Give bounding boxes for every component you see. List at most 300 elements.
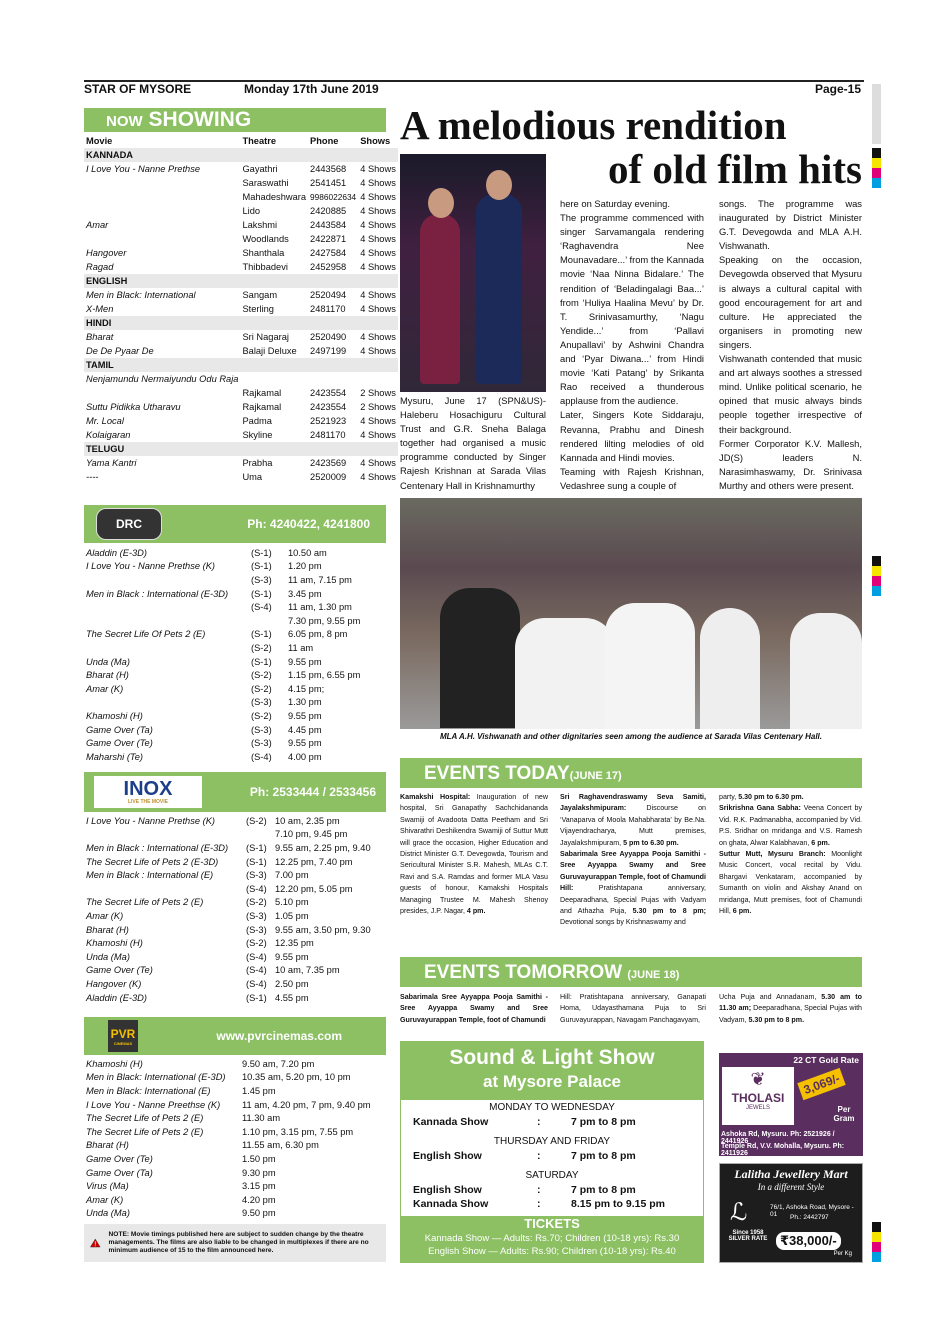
pvr-bar — [84, 1017, 386, 1055]
tholasi-emblem-icon: ❦ — [750, 1069, 766, 1089]
inox-logo-text: INOX — [123, 778, 173, 800]
cell-shows: 2 Shows — [360, 402, 396, 412]
cell-times: 4.20 pm — [242, 1194, 276, 1205]
cell-times: 11 am — [288, 642, 314, 653]
paper-name: STAR OF MYSORE — [84, 82, 192, 96]
cell-movie: Game Over (Te) — [86, 738, 153, 749]
article-col3: songs. The programme was inaugurated by District Minister G.T. Devegowda and MLA A.H. Vishwanath. Speaking on the occasion, Devegowda observed that Mysuru is always a cultural capital with good encouragement for art and culture. He appreciated the organisers in promoting new singers. Vishwanath contended that music and art always soothes a stressed mind. Unlike political scenario, he opined that music always binds people together irrespective of their background. Former Corporator K.V. Mallesh, JD(S) leaders N. Narasimhaswamy, Dr. Srinivasa Murthy and others were present. — [719, 198, 862, 491]
events-today-col3: party, 5.30 pm to 6.30 pm. Srikrishna Gana Sabha: Veena Concert by Vid. R.K. Padmanabha, accompanied by Vid. P.S. Sridhar on mridanga and V.S. Ramesh on ghata, Alwar Kalabhavan, 6 pm. Suttur Mutt, Mysuru Branch: Moonlight Music Concert, vocal recital by Vidu. Bhargavi Venkataram, accompanied by Sumanth on violin and Akshay Anand on mridanga, Mutt premises, foot of Chamundi Hill, 6 pm. — [719, 793, 862, 916]
inox-section — [84, 772, 386, 1004]
lalitha-logo-icon: ℒ — [730, 1200, 748, 1226]
pvr-sub: CINEMAS — [113, 1040, 133, 1046]
cell-movie: Kolaigaran — [86, 430, 131, 440]
cell-times: 9.55 am, 2.25 pm, 9.40 — [275, 842, 371, 853]
pvr-logo — [108, 1020, 138, 1052]
table-row — [84, 573, 386, 587]
cell-theatre: Woodlands — [242, 234, 289, 244]
table-row — [84, 950, 386, 964]
cell-phone: 2452958 — [310, 262, 347, 272]
cell-screen: (S-2) — [251, 670, 272, 681]
lalitha-brand: Lalitha Jewellery Mart — [734, 1167, 848, 1181]
inox-tagline: LIVE THE MOVIE — [127, 799, 168, 805]
article-col1: Mysuru, June 17 (SPN&US)- Haleberu Hosachiguru Cultural Trust and G.R. Sneha Balaga together had organised a music programme conducted by Singer Rajesh Krishnan at Sarada Vilas Centenary Hall in Krishnamurthy — [400, 395, 546, 491]
cell-screen: (S-2) — [246, 897, 267, 908]
table-row — [84, 246, 398, 260]
sound-light-subtitle: at Mysore Palace — [483, 1072, 621, 1091]
cell-screen: (S-1) — [251, 656, 272, 667]
table-row — [84, 400, 398, 414]
schedule-row — [401, 1115, 703, 1129]
cell-phone: 2422871 — [310, 234, 347, 244]
category-label: ENGLISH — [84, 274, 398, 288]
page-number: Page-15 — [815, 82, 862, 96]
cell-movie: I Love You - Nanne Prethse — [86, 164, 201, 174]
schedule-row — [401, 1149, 703, 1163]
cell-movie: Game Over (Ta) — [86, 724, 153, 735]
table-row — [84, 414, 398, 428]
pvr-section — [84, 1017, 386, 1220]
events-today-bar — [400, 758, 862, 788]
separator: : — [537, 1184, 541, 1196]
cell-screen: (S-1) — [251, 561, 272, 572]
cell-phone: 2423569 — [310, 458, 347, 468]
table-row — [84, 190, 398, 204]
cell-times: 11.30 am — [242, 1113, 281, 1124]
cell-times: 1.20 pm — [288, 561, 322, 572]
cell-phone: 9986022634 — [310, 192, 357, 202]
cell-times: 4.00 pm — [288, 751, 322, 762]
cell-movie: Men in Black: International (E) — [86, 1085, 211, 1096]
timings-note — [84, 1224, 386, 1262]
cell-shows — [358, 372, 398, 386]
table-row — [84, 882, 386, 896]
cell-screen: (S-1) — [246, 856, 267, 867]
cell-movie — [84, 696, 249, 710]
cell-times: 11 am, 7.15 pm — [288, 574, 352, 585]
cell-movie: I Love You - Nanne Prethse (K) — [86, 815, 216, 826]
events-today-date: (JUNE 17) — [569, 770, 622, 782]
cell-times: 1.50 pm — [242, 1153, 276, 1164]
table-row — [84, 628, 386, 642]
category-row — [84, 274, 398, 288]
cell-screen: (S-2) — [246, 815, 267, 826]
cell-movie: De De Pyaar De — [86, 346, 154, 356]
lalitha-silver-label: SILVER RATE — [728, 1236, 768, 1242]
cell-screen: (S-1) — [246, 842, 267, 853]
cell-times: 4.55 pm — [275, 992, 309, 1003]
table-row — [84, 218, 398, 232]
table-row — [84, 1152, 386, 1166]
cell-screen: (S-3) — [246, 924, 267, 935]
cell-theatre: Rajkamal — [242, 402, 282, 412]
cell-movie: Nenjamundu Nermaiyundu Odu Raja — [86, 374, 239, 384]
cell-shows: 4 Shows — [360, 248, 396, 258]
cell-theatre: Uma — [242, 472, 263, 482]
cell-phone: 2541451 — [310, 178, 347, 188]
cell-shows: 4 Shows — [360, 206, 396, 216]
now-showing-section — [84, 108, 396, 484]
cell-theatre: Thibbadevi — [242, 262, 288, 272]
cell-movie — [84, 614, 249, 628]
cell-times: 1.30 pm — [288, 697, 322, 708]
cell-times: 11 am, 4.20 pm, 7 pm, 9.40 pm — [242, 1099, 371, 1110]
table-row — [84, 162, 398, 176]
cell-shows: 4 Shows — [360, 178, 396, 188]
cell-movie — [84, 828, 244, 842]
tickets-block — [401, 1216, 703, 1262]
cell-times: 10 am, 7.35 pm — [275, 965, 340, 976]
lalitha-tag: In a different Style — [757, 1182, 825, 1192]
cell-times: 2.50 pm — [275, 978, 309, 989]
cell-times: 9.55 pm — [288, 738, 322, 749]
cell-phone: 2520009 — [310, 472, 347, 482]
cell-times: 1.10 pm, 3.15 pm, 7.55 pm — [242, 1126, 354, 1137]
cell-movie: Game Over (Te) — [86, 1153, 153, 1164]
cell-movie: Men in Black : International (E-3D) — [86, 588, 229, 599]
cell-theatre: Sterling — [242, 304, 274, 314]
table-row — [84, 1098, 386, 1112]
show-name: English Show — [413, 1184, 482, 1196]
drc-section — [84, 505, 386, 764]
cell-screen: (S-3) — [251, 574, 272, 585]
cell-movie: Ragad — [86, 262, 114, 272]
inox-bar — [84, 772, 386, 812]
table-row — [84, 868, 386, 882]
category-label: TELUGU — [84, 442, 398, 456]
cell-screen: (S-2) — [251, 683, 272, 694]
cell-phone: 2423554 — [310, 388, 347, 398]
events-today-col1: Kamakshi Hospital: Inauguration of new hospital, Sri Ganapathy Sachchidananda Swamiji of Avadoota Datta Peetham and Sri Shivarathri Deshikendra Swamiji of Suttur Mutt will grace the occasion, Higher Education and District Minister G.T. Devegowda, Tourism and Sericultural Minister S.R. Mahesh, MLAs C.T. Ravi and S.A. Ramdas and former MLA Vasu guests of honour, Kamakshi Hospitals Managing Trustee M. Mahesh Shenoy presides, J.P. Nagar, 4 pm. — [400, 793, 548, 916]
cell-phone: 2497199 — [310, 346, 347, 356]
lalitha-addr: 76/1, Ashoka Road, Mysore - 01 — [770, 1204, 854, 1218]
article-col2: here on Saturday evening. The programme commenced with singer Sarvamangala rendering ‘Raghavendra Nee Mounavadare...’ from the Kannada movie ‘Naa Ninna Bidalare.’ The rendition of ‘Beladingalagi Baa...’ from ‘Huliya Haalina Mevu’ by Dr. T. Srinivasamurthy, ‘Nagu Yendide...’ from ‘Pallavi Anupallavi’ by Ashwini Chandra and ‘Pyar Diwana...’ from Hindi movie ‘Kati Patang’ by Srikanta Rao received a thunderous applause from the audience. Later, Singers Kote Siddaraju, Revanna, Prabhu and Dinesh rendered lilting melodies of old Kannada and Hindi movies. Teaming with Rajesh Krishnan, Vedashree sung a couple of — [560, 198, 705, 491]
cell-screen: (S-3) — [251, 738, 272, 749]
cell-times: 9.30 pm — [242, 1167, 276, 1178]
table-row — [84, 977, 386, 991]
tholasi-ad — [719, 1053, 863, 1156]
table-row — [84, 855, 386, 869]
show-time: 7 pm to 8 pm — [571, 1150, 636, 1162]
cell-times: 9.55 am, 3.50 pm, 9.30 — [275, 924, 371, 935]
table-row — [84, 232, 398, 246]
cell-movie — [84, 204, 240, 218]
cell-times: 3.45 pm — [288, 588, 322, 599]
table-row — [84, 964, 386, 978]
inox-logo — [94, 776, 202, 808]
cell-movie: Aladdin (E-3D) — [86, 547, 147, 558]
cell-shows: 4 Shows — [360, 430, 396, 440]
cell-movie — [84, 573, 249, 587]
cell-times: 1.45 pm — [242, 1085, 276, 1096]
cell-theatre: Lido — [242, 206, 261, 216]
cell-movie: Bharat (H) — [86, 1140, 129, 1151]
cell-movie: Bharat (H) — [86, 924, 129, 935]
headline-line1: A melodious rendition — [400, 102, 787, 148]
table-row — [84, 736, 386, 750]
cell-screen: (S-4) — [246, 951, 267, 962]
cell-screen: (S-3) — [246, 870, 267, 881]
cell-movie: The Secret Life of Pets 2 (E) — [86, 1113, 204, 1124]
cell-movie: Unda (Ma) — [86, 656, 130, 667]
sound-light-header — [401, 1042, 703, 1100]
col-shows: Shows — [360, 136, 391, 146]
cell-movie: Men in Black : International (E-3D) — [86, 842, 229, 853]
cell-screen: (S-1) — [251, 629, 272, 640]
category-row — [84, 442, 398, 456]
now-showing-table — [84, 134, 398, 484]
cell-movie: Virus (Ma) — [86, 1181, 129, 1192]
cell-movie: Game Over (Ta) — [86, 1167, 153, 1178]
table-row — [84, 344, 398, 358]
separator: : — [537, 1198, 541, 1210]
show-name: English Show — [413, 1150, 482, 1162]
table-row — [84, 668, 386, 682]
table-row — [84, 470, 398, 484]
inox-table — [84, 814, 386, 1004]
drc-phone: Ph: 4240422, 4241800 — [247, 517, 370, 531]
table-row — [84, 288, 398, 302]
cell-movie: The Secret Life of Pets 2 (E) — [86, 1126, 204, 1137]
category-row — [84, 358, 398, 372]
cell-times: 12.25 pm, 7.40 pm — [275, 856, 353, 867]
table-row — [84, 682, 386, 696]
cell-movie: Yama Kantri — [86, 458, 137, 468]
cell-shows: 4 Shows — [360, 346, 396, 356]
color-marks — [872, 1222, 881, 1262]
table-row — [84, 828, 386, 842]
schedule-row — [401, 1183, 703, 1197]
table-row — [84, 750, 386, 764]
cell-screen: (S-3) — [251, 724, 272, 735]
cell-times: 7.30 pm, 9.55 pm — [288, 615, 361, 626]
table-row — [84, 204, 398, 218]
cell-times: 4.45 pm — [288, 724, 322, 735]
cell-theatre: Skyline — [242, 430, 273, 440]
tickets-title: TICKETS — [524, 1216, 580, 1231]
cell-movie: The Secret Life Of Pets 2 (E) — [86, 629, 206, 640]
table-row — [84, 372, 398, 386]
events-tomorrow-title: EVENTS TOMORROW — [424, 962, 623, 983]
header-rule — [84, 80, 864, 82]
table-row — [84, 546, 386, 560]
cell-shows: 4 Shows — [360, 234, 396, 244]
events-tomorrow-col1: Sabarimala Sree Ayyappa Pooja Samithi - Sree Ayyappa Swamy and Sree Guruvayurappan Temple, foot of Chamundi — [400, 993, 548, 1024]
cell-theatre: Mahadeshwara — [242, 192, 307, 202]
tholasi-addr2: Temple Rd, V.V. Mohalla, Mysuru. Ph: 2411926 — [721, 1143, 845, 1157]
cell-times: 1.15 pm, 6.55 pm — [288, 670, 361, 681]
cell-movie — [84, 386, 240, 400]
cell-movie: Amar (K) — [86, 683, 124, 694]
now-showing-title: NOW SHOWING — [84, 108, 386, 132]
cell-screen: (S-4) — [246, 965, 267, 976]
cell-shows: 4 Shows — [360, 262, 396, 272]
cell-movie: Suttu Pidikka Utharavu — [86, 402, 181, 412]
table-row — [84, 386, 398, 400]
cell-movie: Bharat — [86, 332, 114, 342]
table-row — [84, 991, 386, 1005]
table-row — [84, 723, 386, 737]
table-row — [84, 1084, 386, 1098]
table-row — [84, 456, 398, 470]
cell-movie: Hangover — [86, 248, 127, 258]
separator: : — [537, 1150, 541, 1162]
margin-strip — [872, 84, 881, 144]
cell-times: 3.15 pm — [242, 1181, 276, 1192]
schedule-day: SATURDAY — [525, 1170, 579, 1181]
table-row — [84, 614, 386, 628]
tholasi-logo-box — [722, 1067, 794, 1125]
cell-phone: 2521923 — [310, 416, 347, 426]
cell-movie: Amar (K) — [86, 910, 124, 921]
cell-phone: 2443568 — [310, 164, 347, 174]
cell-phone — [308, 372, 358, 386]
cell-theatre — [240, 372, 308, 386]
cell-times: 10.50 am — [288, 547, 327, 558]
cell-phone: 2520490 — [310, 332, 347, 342]
category-label: TAMIL — [84, 358, 398, 372]
inox-phone: Ph: 2533444 / 2533456 — [249, 785, 376, 799]
drc-bar — [84, 505, 386, 543]
cell-movie: Aladdin (E-3D) — [86, 992, 147, 1003]
events-tomorrow-col3: Ucha Puja and Annadanam, 5.30 am to 11.30 am; Deeparadhana, Special Pujas with Vadyam, 5.30 pm to 8 pm. — [719, 993, 862, 1024]
pvr-logo-text: PVR — [110, 1026, 136, 1041]
cell-theatre: Shanthala — [242, 248, 285, 258]
table-row — [84, 1193, 386, 1207]
events-tomorrow-col2: Hill: Pratishtapana anniversary, Ganapati Homa, Udayasthamana Puja to Sri Guruvayurappan, Navagam Panchagavyam, — [560, 993, 706, 1024]
pvr-site: www.pvrcinemas.com — [216, 1029, 342, 1043]
cell-movie — [84, 600, 249, 614]
cell-times: 4.15 pm; — [288, 683, 325, 694]
cell-times: 9.50 am, 7.20 pm — [242, 1058, 315, 1069]
cell-screen: (S-3) — [246, 910, 267, 921]
cell-screen: (S-4) — [251, 602, 272, 613]
table-row — [84, 1111, 386, 1125]
cell-times: 6.05 pm, 8 pm — [288, 629, 348, 640]
show-time: 7 pm to 8 pm — [571, 1116, 636, 1128]
cell-times: 11.55 am, 6.30 pm — [242, 1140, 319, 1151]
schedule-day: MONDAY TO WEDNESDAY — [489, 1102, 615, 1113]
cell-shows: 4 Shows — [360, 304, 396, 314]
table-row — [84, 709, 386, 723]
cell-screen: (S-1) — [251, 588, 272, 599]
table-row — [84, 1057, 386, 1071]
cell-movie: Men in Black: International — [86, 290, 196, 300]
cell-theatre: Rajkamal — [242, 388, 282, 398]
cell-movie: The Secret Life of Pets 2 (E-3D) — [86, 856, 219, 867]
cell-movie — [84, 641, 249, 655]
table-row — [84, 841, 386, 855]
cell-movie: Hangover (K) — [86, 978, 142, 989]
cell-shows: 4 Shows — [360, 472, 396, 482]
show-time: 8.15 pm to 9.15 pm — [571, 1198, 665, 1210]
cell-times: 11 am, 1.30 pm — [288, 602, 352, 613]
warning-icon — [90, 1232, 101, 1254]
show-time: 7 pm to 8 pm — [571, 1184, 636, 1196]
table-row — [84, 936, 386, 950]
cell-movie: Men in Black : International (E) — [86, 870, 214, 881]
note-text: NOTE: Movie timings published here are subject to sudden change by the theatre managements. The films are also liable to be changed in multiplexes if there are no minimum audience of 15 to the film announced here. — [108, 1231, 369, 1254]
cell-screen — [244, 828, 273, 842]
cell-theatre: Sri Nagaraj — [242, 332, 289, 342]
category-row — [84, 148, 398, 162]
events-today-col2: Sri Raghavendraswamy Seva Samiti, Jayalakshmipuram: Discourse on ‘Vanaparva of Moola Mahabharata’ by Be.Na. Vijayendracharya, Mutt premises, Jayalakshmipuram, 5 pm to 6.30 pm. Sabarimala Sree Ayyappa Pooja Samithi - Sree Ayyappa Swamy and Sree Guruvayurappan Temple, foot of Chamundi Hill: Pratishtapana anniversary, Deeparadhana, Special Pujas with Vadyam and Athazha Puja, 5.30 pm to 8 pm; Devotional songs by Krishnaswamy and — [560, 793, 706, 927]
cell-times: 10 am, 2.35 pm — [275, 815, 340, 826]
cell-screen: (S-4) — [251, 751, 272, 762]
show-name: Kannada Show — [413, 1198, 489, 1210]
table-row — [84, 1207, 386, 1221]
cell-theatre: Padma — [242, 416, 272, 426]
cell-shows: 4 Shows — [360, 416, 396, 426]
photo-caption: MLA A.H. Vishwanath and other dignitaries seen among the audience at Sarada Vilas Centenary Hall. — [439, 732, 823, 741]
color-marks — [872, 556, 881, 596]
cell-screen: (S-2) — [246, 938, 267, 949]
tholasi-addr1: Ashoka Rd, Mysuru. Ph: 2521926 / 2441926 — [721, 1131, 835, 1145]
cell-screen: (S-2) — [251, 642, 272, 653]
cell-movie: X-Men — [86, 304, 114, 314]
cell-times: 5.10 pm — [275, 897, 309, 908]
cell-theatre: Sangam — [242, 290, 278, 300]
cell-shows: 4 Shows — [360, 192, 396, 202]
lalitha-phone: Ph.: 2442797 — [790, 1214, 829, 1221]
cell-times: 10.35 am, 5.20 pm, 10 pm — [242, 1072, 351, 1083]
cell-screen — [249, 614, 286, 628]
col-phone: Phone — [310, 136, 339, 146]
cell-movie: Unda (Ma) — [86, 1208, 130, 1219]
cell-phone: 2520494 — [310, 290, 347, 300]
pvr-table — [84, 1057, 386, 1220]
tholasi-sub: JEWELS — [745, 1105, 770, 1111]
events-tomorrow-bar — [400, 957, 862, 987]
cell-shows: 4 Shows — [360, 458, 396, 468]
cell-screen: (S-4) — [246, 978, 267, 989]
cell-times: 12.35 pm — [275, 938, 314, 949]
cell-phone: 2427584 — [310, 248, 347, 258]
table-row — [84, 896, 386, 910]
cell-theatre: Prabha — [242, 458, 273, 468]
tholasi-price: 3,069/- — [797, 1068, 846, 1100]
cell-movie: Unda (Ma) — [86, 951, 130, 962]
headline-line2: of old film hits — [608, 146, 862, 192]
table-row — [84, 1179, 386, 1193]
cell-times: 7.10 pm, 9.45 pm — [275, 829, 348, 840]
singers-photo — [400, 154, 546, 392]
separator: : — [537, 1116, 541, 1128]
col-theatre: Theatre — [242, 136, 277, 146]
cell-screen: (S-2) — [251, 710, 272, 721]
cell-movie: Khamoshi (H) — [86, 710, 143, 721]
events-tomorrow-date: (JUNE 18) — [627, 969, 680, 981]
cell-theatre: Gayathri — [242, 164, 278, 174]
cell-shows: 2 Shows — [360, 388, 396, 398]
table-header — [84, 134, 398, 148]
category-label: HINDI — [84, 316, 398, 330]
tholasi-unit: Per Gram — [833, 1105, 855, 1123]
cell-movie: I Love You - Nanne Prethse (K) — [86, 561, 216, 572]
cell-screen: (S-3) — [251, 697, 272, 708]
cell-movie — [84, 882, 244, 896]
table-row — [84, 814, 386, 828]
table-row — [84, 330, 398, 344]
issue-date: Monday 17th June 2019 — [244, 82, 379, 96]
cell-movie: Amar — [86, 220, 109, 230]
cell-movie: Mr. Local — [86, 416, 124, 426]
category-label: KANNADA — [84, 148, 398, 162]
color-marks — [872, 148, 881, 188]
table-row — [84, 641, 386, 655]
cell-times: 1.05 pm — [275, 910, 309, 921]
table-row — [84, 655, 386, 669]
table-row — [84, 560, 386, 574]
